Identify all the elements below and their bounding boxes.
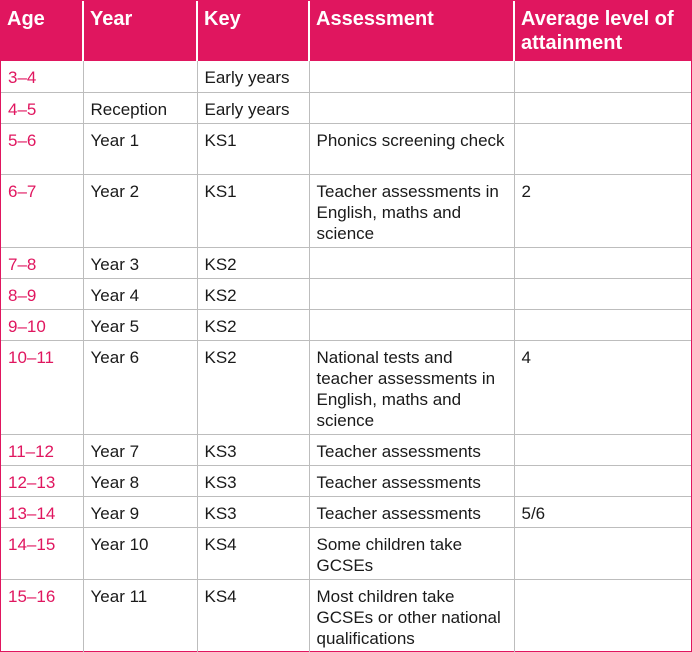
cell-key: KS2 — [197, 278, 309, 309]
cell-age: 13–14 — [1, 496, 83, 527]
cell-age: 4–5 — [1, 92, 83, 123]
cell-age: 6–7 — [1, 174, 83, 247]
cell-average — [514, 579, 691, 652]
table-row — [1, 61, 691, 92]
cell-year: Year 8 — [83, 465, 197, 496]
cell-key: KS1 — [197, 123, 309, 174]
cell-average: 2 — [514, 174, 691, 247]
cell-year: Year 10 — [83, 527, 197, 579]
cell-key: KS4 — [197, 579, 309, 652]
table-row — [1, 465, 691, 496]
cell-year — [83, 61, 197, 92]
cell-key: KS4 — [197, 527, 309, 579]
cell-key: Early years — [197, 92, 309, 123]
cell-age: 12–13 — [1, 465, 83, 496]
header-average-level: Average level of attainment — [514, 1, 691, 61]
cell-year: Year 4 — [83, 278, 197, 309]
cell-key: KS3 — [197, 434, 309, 465]
cell-assessment: Most children take GCSEs or other national qualifications — [309, 579, 514, 652]
cell-age: 8–9 — [1, 278, 83, 309]
table-row — [1, 247, 691, 278]
cell-age: 11–12 — [1, 434, 83, 465]
cell-assessment — [309, 278, 514, 309]
cell-average — [514, 61, 691, 92]
cell-average — [514, 465, 691, 496]
cell-year: Reception — [83, 92, 197, 123]
table-row — [1, 123, 691, 174]
cell-key: KS2 — [197, 340, 309, 434]
cell-assessment: Teacher assessments — [309, 465, 514, 496]
cell-age: 10–11 — [1, 340, 83, 434]
cell-assessment — [309, 92, 514, 123]
cell-average: 4 — [514, 340, 691, 434]
cell-year: Year 11 — [83, 579, 197, 652]
cell-average — [514, 123, 691, 174]
cell-key: KS2 — [197, 309, 309, 340]
assessment-table — [1, 1, 691, 652]
cell-average — [514, 247, 691, 278]
cell-age: 3–4 — [8, 68, 37, 87]
table-row — [1, 527, 691, 579]
cell-year: Year 5 — [83, 309, 197, 340]
cell-assessment — [309, 247, 514, 278]
table-row — [1, 92, 691, 123]
cell-age: 7–8 — [1, 247, 83, 278]
cell-age: 9–10 — [1, 309, 83, 340]
cell-year: Year 7 — [83, 434, 197, 465]
cell-key: KS2 — [197, 247, 309, 278]
cell-year: Year 9 — [83, 496, 197, 527]
cell-assessment: National tests and teacher assessments in English, maths and science — [309, 340, 514, 434]
cell-average — [514, 92, 691, 123]
table-row — [1, 278, 691, 309]
header-key: Key — [197, 1, 309, 61]
table-row — [1, 434, 691, 465]
cell-year: Year 3 — [83, 247, 197, 278]
cell-age: 15–16 — [1, 579, 83, 652]
table-header — [1, 1, 691, 61]
table-row — [1, 340, 691, 434]
header-year: Year — [83, 1, 197, 61]
table-row — [1, 496, 691, 527]
cell-average — [514, 309, 691, 340]
table-body — [1, 61, 691, 652]
cell-average — [514, 278, 691, 309]
cell-key: KS3 — [197, 496, 309, 527]
cell-average: 5/6 — [514, 496, 691, 527]
cell-assessment — [309, 309, 514, 340]
cell-assessment — [309, 61, 514, 92]
table-row — [1, 309, 691, 340]
header-row — [1, 1, 691, 61]
cell-year: Year 2 — [83, 174, 197, 247]
cell-key: KS1 — [197, 174, 309, 247]
cell-key: Early years — [197, 61, 309, 92]
cell-average — [514, 527, 691, 579]
cell-assessment: Teacher assessments — [309, 496, 514, 527]
cell-year: Year 1 — [83, 123, 197, 174]
cell-key: KS3 — [197, 465, 309, 496]
header-age: Age — [1, 1, 83, 61]
cell-year: Year 6 — [83, 340, 197, 434]
cell-assessment: Phonics screening check — [309, 123, 514, 174]
header-assessment: Assessment — [309, 1, 514, 61]
cell-assessment: Teacher assessments in English, maths and science — [309, 174, 514, 247]
table-row — [1, 579, 691, 652]
cell-average — [514, 434, 691, 465]
cell-assessment: Teacher assessments — [309, 434, 514, 465]
cell-age: 14–15 — [1, 527, 83, 579]
table-row — [1, 174, 691, 247]
cell-assessment: Some children take GCSEs — [309, 527, 514, 579]
cell-age: 5–6 — [1, 123, 83, 174]
